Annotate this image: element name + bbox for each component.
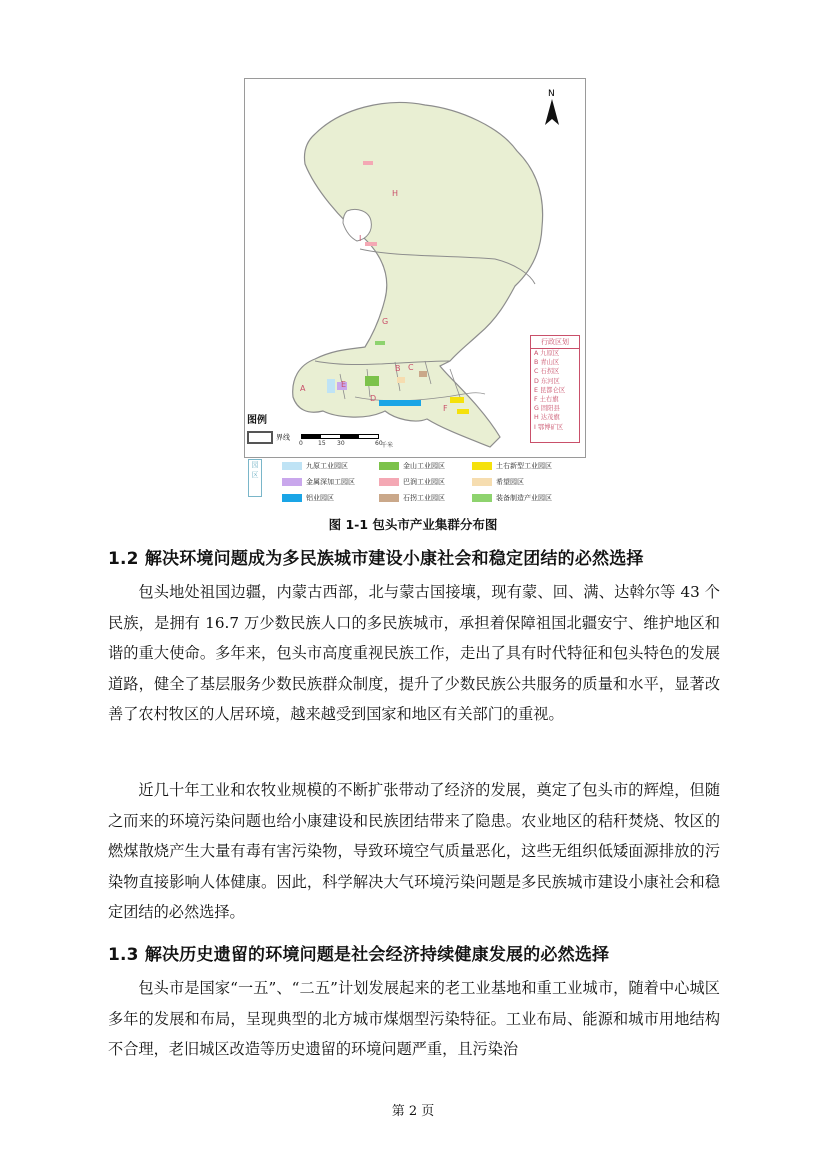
boundary-label: 界线 <box>276 433 290 442</box>
district-letter-b: B <box>395 364 401 373</box>
park-patch <box>397 377 405 383</box>
park-patch <box>363 161 373 165</box>
district-letter-g: G <box>382 317 389 326</box>
park-swatch <box>472 494 492 502</box>
district-letter-e: E <box>341 380 347 389</box>
admin-legend-title: 行政区划 <box>531 336 579 349</box>
admin-legend-item: G 固阳县 <box>534 405 560 413</box>
north-arrow-icon <box>545 89 559 125</box>
paragraph: 近几十年工业和农牧业规模的不断扩张带动了经济的发展，奠定了包头市的辉煌，但随之而来的环境污染问题也给小康建设和民族团结带来了隐患。农业地区的秸秆焚烧、牧区的燃煤散烧产生大量有毒有害污染物，导致环境空气质量恶化，这些无组织低矮面源排放的污染物直接影响人体健康。因此，科学解决大气环境污染问题是多民族城市建设小康社会和稳定团结的必然选择。 <box>108 781 720 921</box>
park-swatch <box>379 462 399 470</box>
park-legend-label: 石拐工业园区 <box>403 494 445 502</box>
park-swatch <box>379 478 399 486</box>
park-legend-label: 装备制造产业园区 <box>496 494 552 502</box>
park-swatch <box>282 494 302 502</box>
district-letter-d: D <box>370 394 377 403</box>
scale-tick: 0 <box>299 440 303 447</box>
admin-legend-item: E 昆都仑区 <box>534 386 566 394</box>
district-letter-i: I <box>359 234 362 243</box>
park-patch <box>375 341 385 345</box>
admin-legend-item: A 九原区 <box>534 350 560 357</box>
admin-legend-item: D 东河区 <box>534 377 560 385</box>
region-outline <box>293 103 543 447</box>
park-patch <box>450 397 464 403</box>
district-letter-h: H <box>392 189 399 198</box>
park-patch <box>327 379 335 393</box>
park-legend-label: 金属深加工园区 <box>306 478 355 486</box>
paragraph: 包头市是国家“一五”、“二五”计划发展起来的老工业基地和重工业城市，随着中心城区多年的发展和布局，呈现典型的北方城市煤烟型污染特征。工业布局、能源和城市用地结构不合理，老旧城区改造等历史遗留的环境问题严重，且污染治 <box>108 979 720 1058</box>
admin-legend-item: B 青山区 <box>534 359 560 367</box>
scale-tick: 60 <box>375 440 383 447</box>
park-legend-item <box>379 493 445 503</box>
park-legend <box>244 457 584 509</box>
park-legend-label: 希望园区 <box>496 478 524 486</box>
boundary-swatch <box>247 431 273 444</box>
scale-bar <box>301 434 397 448</box>
park-legend-item <box>472 493 552 503</box>
park-legend-item <box>472 461 552 471</box>
park-legend-item <box>282 493 334 503</box>
park-legend-label: 铝业园区 <box>306 494 334 502</box>
park-legend-item <box>379 461 445 471</box>
scale-tick: 30 <box>337 440 345 447</box>
park-patch <box>365 376 379 386</box>
park-patch <box>379 400 421 406</box>
park-patch <box>457 409 469 414</box>
figure-caption: 图 1-1 包头市产业集群分布图 <box>328 517 498 532</box>
park-legend-tag: 园区 <box>248 459 262 497</box>
scale-unit: 千米 <box>381 442 394 449</box>
park-legend-label: 金山工业园区 <box>403 462 445 470</box>
park-swatch <box>379 494 399 502</box>
park-swatch <box>472 462 492 470</box>
scale-tick: 15 <box>318 440 326 447</box>
industry-cluster-map <box>244 78 586 458</box>
park-legend-item <box>379 477 445 487</box>
admin-legend-item: F 土右旗 <box>534 396 559 404</box>
admin-legend-item: I 鄂博矿区 <box>534 423 564 431</box>
district-letter-a: A <box>300 384 306 393</box>
district-letter-c: C <box>408 363 414 372</box>
park-swatch <box>472 478 492 486</box>
park-legend-item <box>472 477 524 487</box>
boundary-key <box>247 431 290 444</box>
park-legend-label: 巴润工业园区 <box>403 478 445 486</box>
scale-bar-graphic <box>301 434 379 439</box>
park-swatch <box>282 478 302 486</box>
section-heading-1-3: 1.3 解决历史遗留的环境问题是社会经济持续健康发展的必然选择 <box>108 945 610 965</box>
park-legend-item <box>282 477 355 487</box>
district-letter-f: F <box>443 404 448 413</box>
park-legend-label: 土右新型工业园区 <box>496 462 552 470</box>
north-label: N <box>548 89 555 99</box>
park-legend-item <box>282 461 348 471</box>
legend-title: 图例 <box>247 415 267 426</box>
park-patch <box>419 371 427 377</box>
section-heading-1-2: 1.2 解决环境问题成为多民族城市建设小康社会和稳定团结的必然选择 <box>108 549 644 569</box>
admin-legend-item: C 石拐区 <box>534 368 560 376</box>
park-swatch <box>282 462 302 470</box>
page-number: 第 2 页 <box>391 1104 435 1119</box>
park-legend-label: 九原工业园区 <box>306 462 348 470</box>
paragraph: 包头地处祖国边疆，内蒙古西部，北与蒙古国接壤，现有蒙、回、满、达斡尔等 43 个民族，是拥有 16.7 万少数民族人口的多民族城市，承担着保障祖国北疆安宁、维护地区和谐的重大使命。多年来，包头市高度重视民族工作，走出了具有时代特征和包头特色的发展道路，健全了基层服务少数民族群众制度，提升了少数民族公共服务的质量和水平，显著改善了农村牧区的人居环境，越来越受到国家和地区有关部门的重视。 <box>108 583 720 723</box>
park-patch <box>365 242 377 246</box>
admin-division-legend <box>530 335 580 443</box>
admin-legend-item: H 达茂旗 <box>534 414 560 422</box>
